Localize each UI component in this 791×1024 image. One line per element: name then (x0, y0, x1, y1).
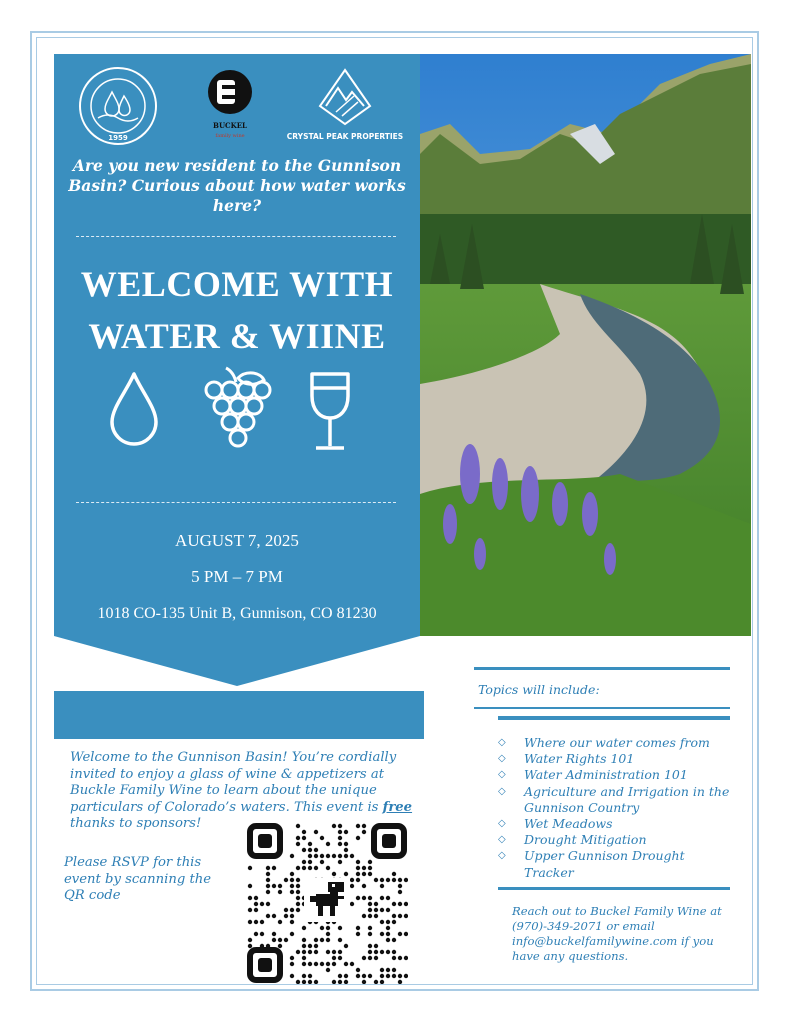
rsvp-qr-code[interactable] (246, 822, 408, 984)
grapes-icon (196, 366, 280, 460)
mountain-river-photo (420, 54, 751, 636)
event-title (60, 258, 414, 362)
free-emphasis: free (382, 799, 413, 815)
buckel-logo-sub: family wine (215, 133, 245, 139)
blue-bar (54, 691, 424, 739)
topics-heading: Topics will include: (478, 682, 600, 697)
title-line-2: WATER & WIINE (88, 316, 386, 356)
list-item: ◇ Drought Mitigation (498, 832, 734, 848)
buckel-logo-name: BUCKEL (213, 121, 247, 130)
water-drop-icon (104, 370, 164, 454)
list-item: ◇ Upper Gunnison Drought Tracker (498, 848, 734, 880)
ugr-logo-year: 1959 (108, 134, 128, 142)
list-item: ◇ Where our water comes from (498, 735, 734, 751)
rsvp-text: Please RSVP for this event by scanning the QR code (64, 855, 212, 903)
crystal-logo-name: CRYSTAL PEAK PROPERTIES (286, 132, 404, 141)
list-item: ◇ Wet Meadows (498, 816, 734, 832)
title-line-1: WELCOME WITH (80, 264, 394, 304)
banner-arrow (54, 636, 420, 686)
dashed-divider (76, 236, 396, 237)
event-time: 5 PM – 7 PM (191, 567, 283, 586)
welcome-paragraph (70, 750, 418, 833)
wine-glass-icon (306, 370, 354, 458)
buckel-logo (200, 66, 260, 146)
event-address: 1018 CO-135 Unit B, Gunnison, CO 81230 (97, 605, 377, 622)
rule (498, 887, 730, 890)
welcome-text-1: Welcome to the Gunnison Basin! You’re cordially invited to enjoy a glass of wine & appetizers at Buckle Family Wine to learn about the unique particulars of Colorado’s waters. This event is (70, 750, 397, 815)
intro-question: Are you new resident to the Gunnison Basin? Curious about how water works here? (68, 156, 406, 215)
crystal-peak-logo (280, 66, 410, 146)
rule (474, 707, 730, 709)
welcome-text-2: thanks to sponsors! (70, 816, 202, 831)
ugr-district-logo (78, 66, 158, 146)
topics-list (498, 735, 734, 881)
list-item: ◇ Agriculture and Irrigation in the Gunnison Country (498, 784, 734, 816)
contact-text: Reach out to Buckel Family Wine at (970)-349-2071 or email info@buckelfamilywine.com if you have any questions. (512, 904, 722, 963)
dashed-divider (76, 502, 396, 503)
rule (498, 716, 730, 720)
event-date: AUGUST 7, 2025 (175, 531, 299, 550)
list-item: ◇ Water Administration 101 (498, 767, 734, 783)
list-item: ◇ Water Rights 101 (498, 751, 734, 767)
rule (474, 667, 730, 670)
